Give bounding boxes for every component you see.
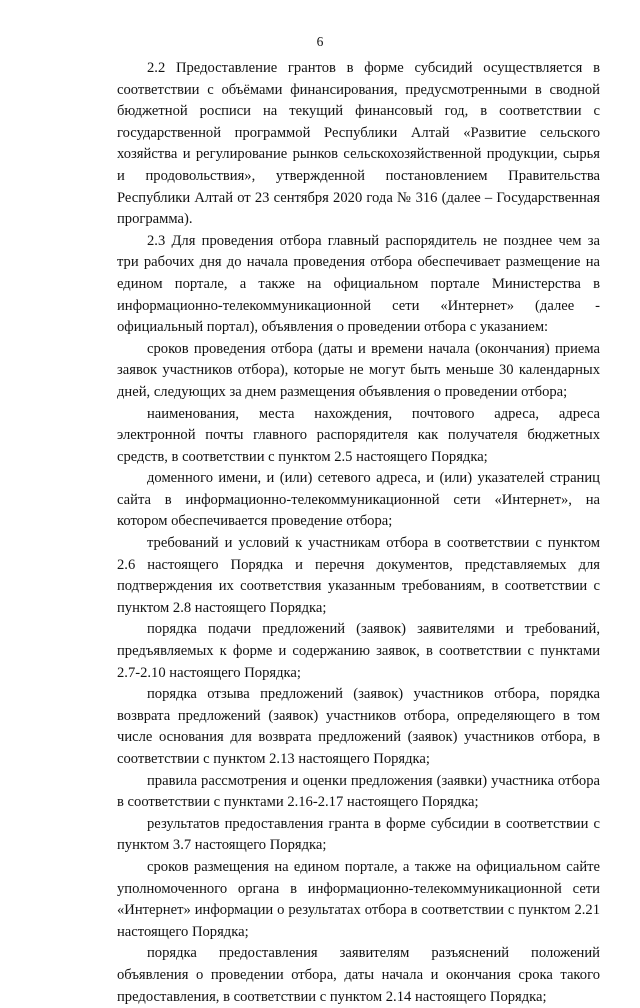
list-item-application-withdrawal: порядка отзыва предложений (заявок) участников отбора, порядка возврата предложений (заявок) участников отбора, определяющего в том числе основания для возврата предложений (заявок) участников отбора, в соответствии с пунктом 2.13 настоящего Порядка; [117,686,600,767]
paragraph-2-3-selection-announcement: 2.3 Для проведения отбора главный распорядитель не позднее чем за три рабочих дня до начала проведения отбора обеспечивает размещение на едином портале, а также на официальном портале Министерства в информационно-телекоммуникационной сети «Интернет» (далее - официальный портал), объявления о проведении отбора с указанием: [117,232,600,336]
list-item-evaluation-rules: правила рассмотрения и оценки предложения (заявки) участника отбора в соответствии с пунктами 2.16-2.17 настоящего Порядка; [117,772,600,811]
paragraph-2-2-grants: 2.2 Предоставление грантов в форме субсидий осуществляется в соответствии с объёмами финансирования, предусмотренными в сводной бюджетной росписи на текущий финансовый год, в соответствии с государственной программой Республики Алтай «Развитие сельского хозяйства и регулирование рынков сельскохозяйственной продукции, сырья и продовольствия», утвержденной постановлением Правительства Республики Алтай от 23 сентября 2020 года № 316 (далее – Государственная программа). [117,60,600,228]
list-item-clarifications: порядка предоставления заявителям разъяснений положений объявления о проведении отбора, даты начала и окончания срока такого предоставления, в соответствии с пунктом 2.14 настоящего Порядка; [117,945,600,1005]
list-item-grant-results: результатов предоставления гранта в форме субсидии в соответствии с пунктом 3.7 настоящего Порядка; [117,815,600,854]
list-item-publication-deadlines: сроков размещения на едином портале, а также на официальном сайте уполномоченного органа в информационно-телекоммуникационной сети «Интернет» информации о результатах отбора в соответствии с пунктом 2.21 настоящего Порядка; [117,858,600,940]
list-item-application-procedure: порядка подачи предложений (заявок) заявителями и требований, предъявляемых к форме и содержанию заявок, в соответствии с пунктами 2.7-2.10 настоящего Порядка; [117,621,600,681]
document-body [117,58,600,1008]
list-item-participant-requirements: требований и условий к участникам отбора в соответствии с пунктом 2.6 настоящего Порядка и перечня документов, представляемых для подтверждения их соответствия указанным требованиям, в соответствии с пунктом 2.8 настоящего Порядка; [117,535,600,616]
list-item-distributor-details: наименования, места нахождения, почтового адреса, адреса электронной почты главного распорядителя как получателя бюджетных средств, в соответствии с пунктом 2.5 настоящего Порядка; [117,405,600,465]
list-item-selection-deadlines: сроков проведения отбора (даты и времени начала (окончания) приема заявок участников отбора), которые не могут быть меньше 30 календарных дней, следующих за днем размещения объявления о проведении отбора; [117,340,600,400]
page-number: 6 [316,34,324,49]
list-item-domain-name: доменного имени, и (или) сетевого адреса, и (или) указателей страниц сайта в информационно-телекоммуникационной сети «Интернет», на котором обеспечивается проведение отбора; [117,470,600,530]
